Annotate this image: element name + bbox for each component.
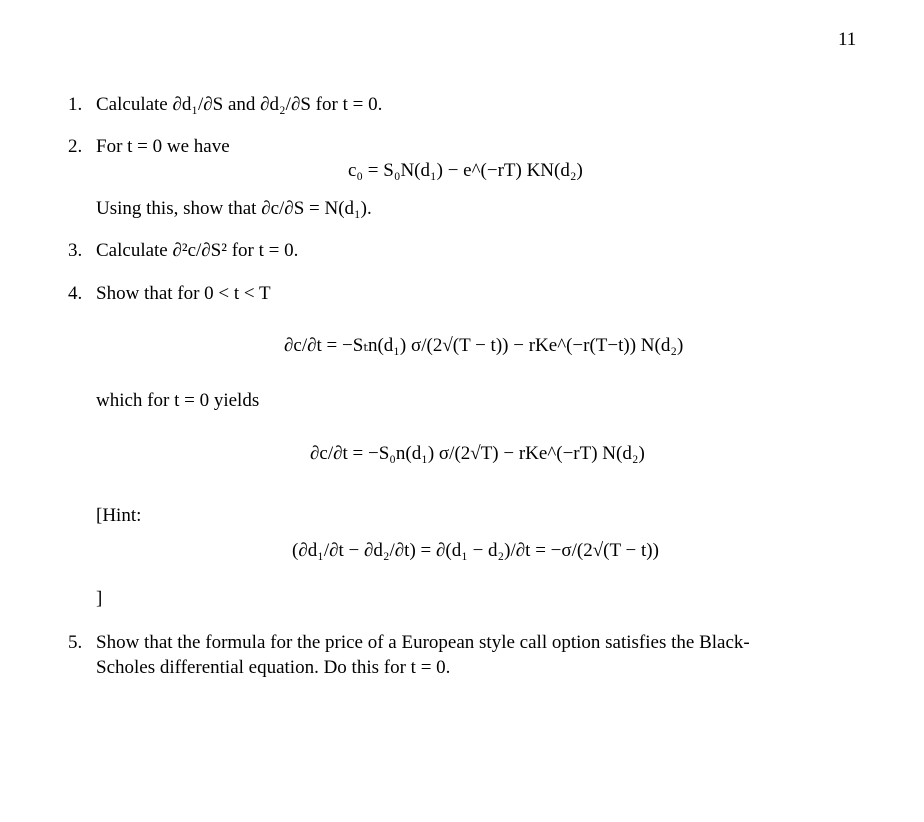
- item-number-5: 5.: [68, 632, 83, 653]
- item-4-lead: Show that for 0 < t < T: [96, 283, 271, 304]
- equation-hint: (∂d₁/∂t − ∂d₂/∂t) = ∂(d₁ − d₂)/∂t = −σ/(2√(T − t)): [292, 540, 659, 561]
- item-1-text: Calculate ∂d₁/∂S and ∂d₂/∂S for t = 0.: [96, 94, 383, 115]
- item-number-3: 3.: [68, 240, 83, 261]
- equation-dc-dt-general: ∂c/∂t = −Sₜn(d₁) σ/(2√(T − t)) − rKe^(−r(T−t)) N(d₂): [284, 335, 684, 356]
- equation-dc-dt-t0: ∂c/∂t = −S₀n(d₁) σ/(2√T) − rKe^(−rT) N(d₂): [310, 443, 645, 464]
- hint-close: ]: [96, 588, 103, 609]
- hint-open: [Hint:: [96, 505, 142, 526]
- item-2-lead: For t = 0 we have: [96, 136, 230, 157]
- item-4-middle: which for t = 0 yields: [96, 390, 260, 411]
- item-number-2: 2.: [68, 136, 83, 157]
- item-2-follow: Using this, show that ∂c/∂S = N(d₁).: [96, 198, 372, 219]
- page-number: 11: [838, 29, 857, 50]
- item-number-1: 1.: [68, 94, 83, 115]
- equation-c0: c₀ = S₀N(d₁) − e^(−rT) KN(d₂): [348, 160, 583, 181]
- item-5-line-1: Show that the formula for the price of a European style call option satisfies the Black-: [96, 632, 750, 653]
- item-number-4: 4.: [68, 283, 83, 304]
- item-3-text: Calculate ∂²c/∂S² for t = 0.: [96, 240, 299, 261]
- item-5-line-2: Scholes differential equation. Do this for t = 0.: [96, 657, 451, 678]
